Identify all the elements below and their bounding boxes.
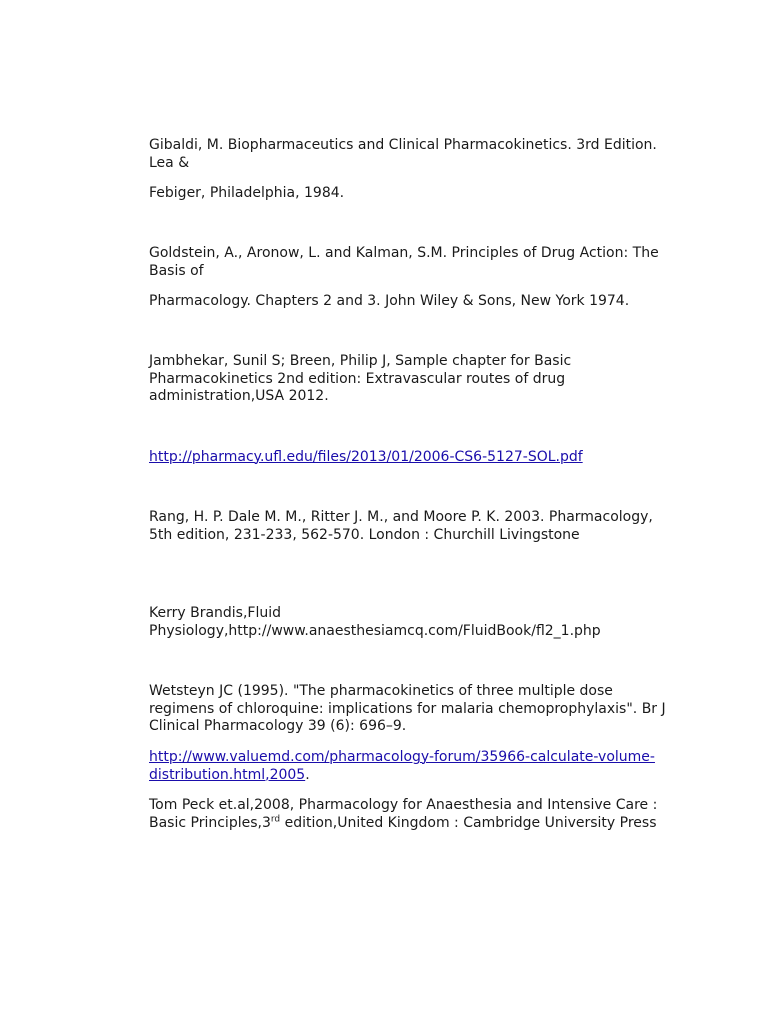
reference-brandis: Kerry Brandis,Fluid Physiology,http://www.anaesthesiamcq.com/FluidBook/fl2_1.php xyxy=(149,605,601,639)
reference-goldstein-line1: Goldstein, A., Aronow, L. and Kalman, S.M. Principles of Drug Action: The Basis of xyxy=(149,245,659,279)
reference-link-ufl[interactable]: http://pharmacy.ufl.edu/files/2013/01/2006-CS6-5127-SOL.pdf xyxy=(149,449,583,465)
reference-link-valuemd-container xyxy=(149,749,669,784)
reference-peck-text-after: edition,United Kingdom : Cambridge University Press xyxy=(280,814,657,831)
reference-jambhekar: Jambhekar, Sunil S; Breen, Philip J, Sample chapter for Basic Pharmacokinetics 2nd edition: Extravascular routes of drug administration,USA 2012. xyxy=(149,353,572,404)
reference-peck-text-before: Tom Peck et.al,2008, Pharmacology for Anaesthesia and Intensive Care : Basic Principles,3 xyxy=(149,797,658,831)
reference-peck xyxy=(149,797,669,832)
reference-link-valuemd[interactable]: http://www.valuemd.com/pharmacology-forum/35966-calculate-volume-distribution.html,2005 xyxy=(149,749,655,783)
reference-goldstein-line2: Pharmacology. Chapters 2 and 3. John Wiley & Sons, New York 1974. xyxy=(149,293,630,309)
reference-rang: Rang, H. P. Dale M. M., Ritter J. M., and Moore P. K. 2003. Pharmacology, 5th edition, 231-233, 562-570. London : Churchill Livingstone xyxy=(149,509,653,543)
reference-link-ufl-container xyxy=(149,449,669,467)
reference-gibaldi-line1: Gibaldi, M. Biopharmaceutics and Clinical Pharmacokinetics. 3rd Edition. Lea & xyxy=(149,137,657,171)
reference-wetsteyn: Wetsteyn JC (1995). "The pharmacokinetics of three multiple dose regimens of chloroquine: implications for malaria chemoprophylaxis". Br J Clinical Pharmacology 39 (6): 696–9. xyxy=(149,683,666,734)
reference-peck-superscript: rd xyxy=(270,813,281,824)
reference-link-valuemd-suffix: . xyxy=(305,766,310,783)
reference-gibaldi-line2: Febiger, Philadelphia, 1984. xyxy=(149,185,345,201)
